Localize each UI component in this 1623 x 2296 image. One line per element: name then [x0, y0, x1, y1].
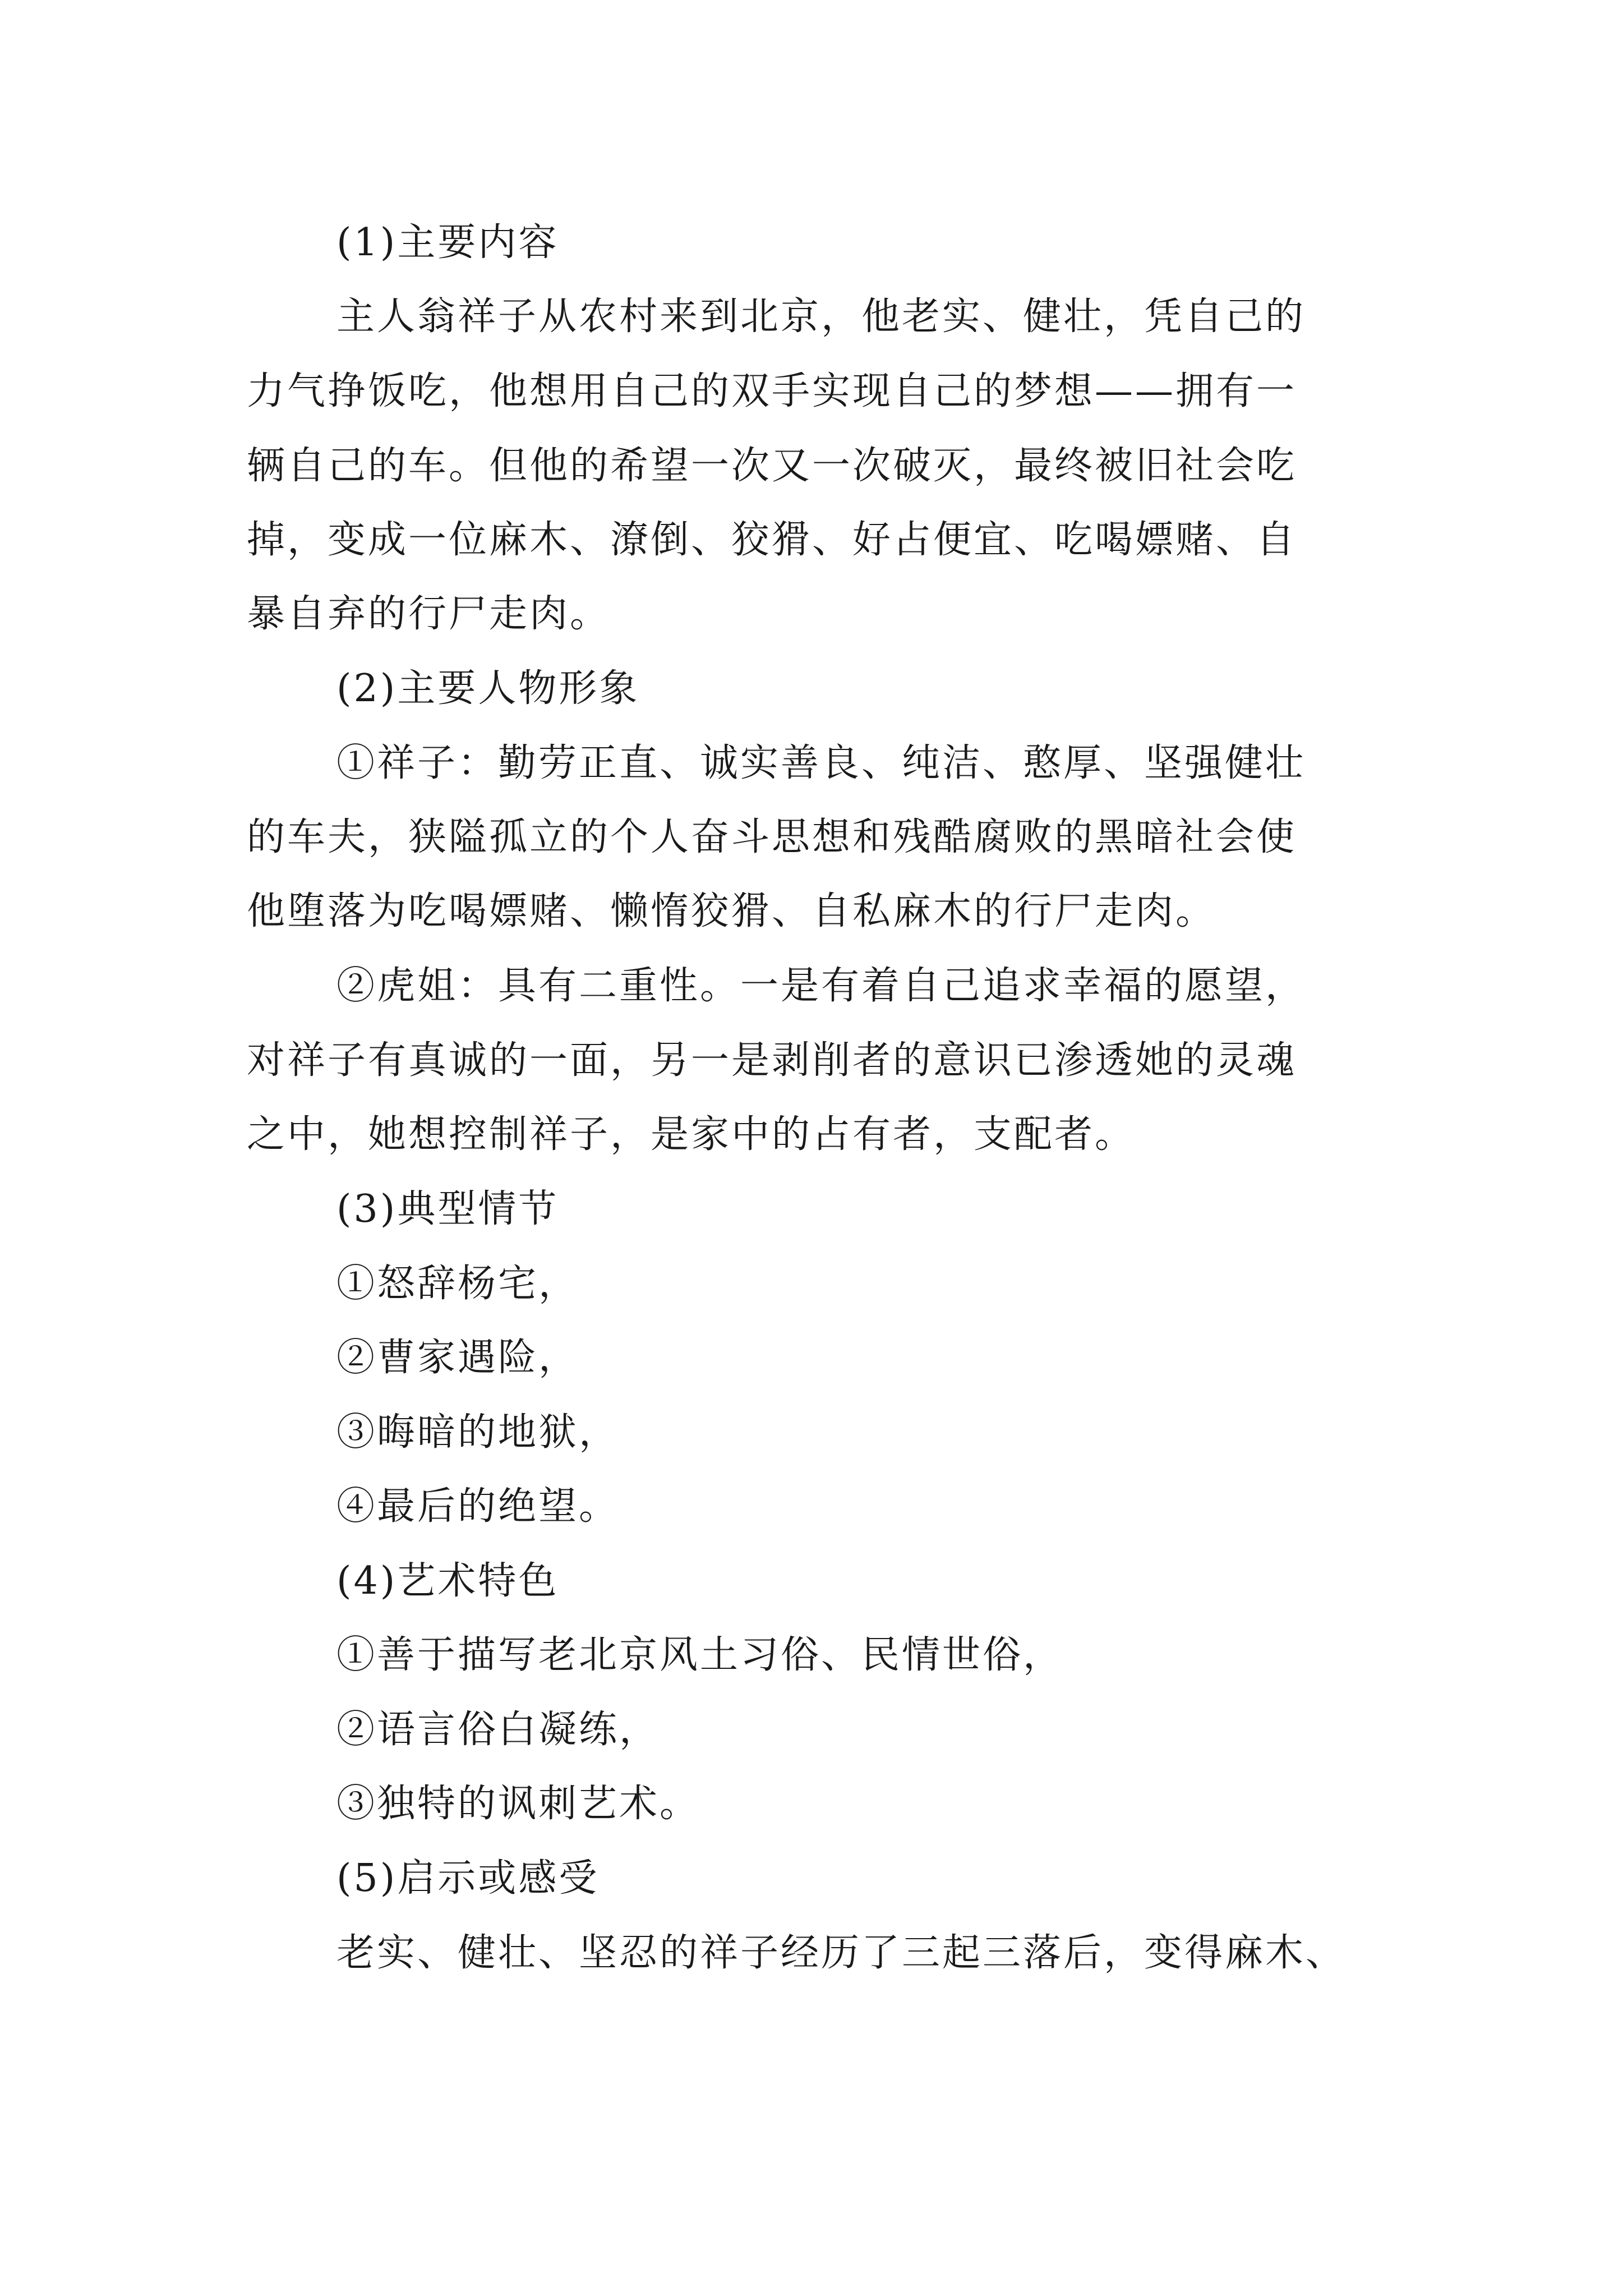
paragraph-line: 他堕落为吃喝嫖赌、懒惰狡猾、自私麻木的行尸走肉。	[247, 889, 1216, 933]
paragraph-line: ②虎姐：具有二重性。一是有着自己追求幸福的愿望，	[336, 964, 1306, 1008]
paragraph-line: ①祥子：勤劳正直、诚实善良、纯洁、憨厚、坚强健壮	[336, 741, 1306, 785]
paragraph-line: 的车夫，狭隘孤立的个人奋斗思想和残酷腐败的黑暗社会使	[247, 815, 1297, 859]
paragraph-line: 辆自己的车。但他的希望一次又一次破灭，最终被旧社会吃	[247, 444, 1297, 488]
list-item: ①善于描写老北京风土习俗、民情世俗，	[336, 1633, 1064, 1677]
paragraph-line: 对祥子有真诚的一面，另一是剥削者的意识已渗透她的灵魂	[247, 1038, 1297, 1083]
section-heading-characters: (2)主要人物形象	[336, 666, 640, 711]
section-heading-main-content: (1)主要内容	[336, 220, 559, 265]
paragraph-line: 主人翁祥子从农村来到北京，他老实、健壮，凭自己的	[336, 295, 1306, 339]
paragraph-line: 之中，她想控制祥子，是家中的占有者，支配者。	[247, 1112, 1136, 1157]
list-item: ③晦暗的地狱，	[336, 1410, 620, 1455]
paragraph-line: 掉，变成一位麻木、潦倒、狡猾、好占便宜、吃喝嫖赌、自	[247, 518, 1297, 562]
paragraph-line: 暴自弃的行尸走肉。	[247, 592, 611, 636]
list-item: ②语言俗白凝练，	[336, 1708, 660, 1752]
paragraph-line: 力气挣饭吃，他想用自己的双手实现自己的梦想——拥有一	[247, 369, 1297, 413]
section-heading-art: (4)艺术特色	[336, 1559, 559, 1603]
section-heading-plot: (3)典型情节	[336, 1187, 559, 1231]
list-item: ④最后的绝望。	[336, 1484, 620, 1529]
list-item: ②曹家遇险，	[336, 1336, 579, 1380]
list-item: ③独特的讽刺艺术。	[336, 1782, 700, 1826]
section-heading-insight: (5)启示或感受	[336, 1856, 600, 1901]
list-item: ①怒辞杨宅，	[336, 1262, 579, 1306]
paragraph-line: 老实、健壮、坚忍的祥子经历了三起三落后，变得麻木、	[336, 1931, 1347, 1975]
